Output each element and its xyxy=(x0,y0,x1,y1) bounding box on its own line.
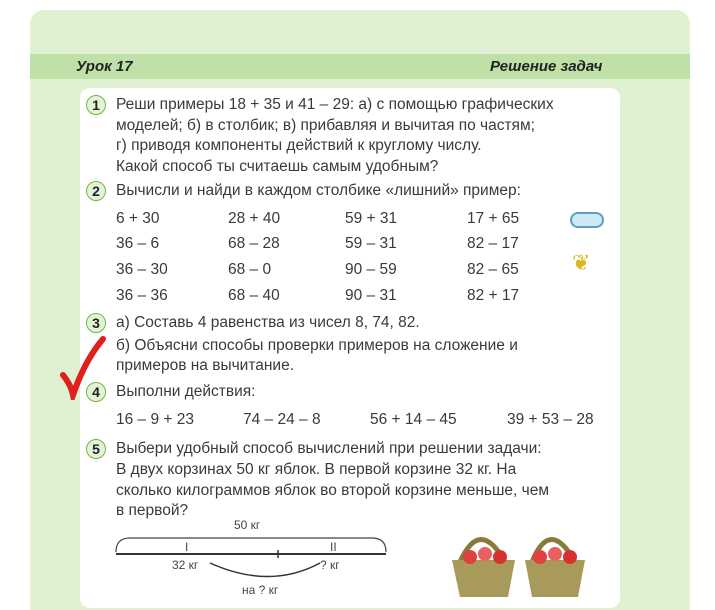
example-cell: 68 – 0 xyxy=(228,261,272,278)
lesson-title: Урок 17 xyxy=(76,58,133,75)
task-4-text: Выполни действия: xyxy=(116,383,256,400)
lesson-topic: Решение задач xyxy=(490,58,603,75)
segment-diagram xyxy=(110,530,400,590)
example-cell: 59 + 31 xyxy=(345,210,398,227)
example-cell: 17 + 65 xyxy=(467,210,520,227)
task-number-2: 2 xyxy=(86,181,106,201)
butterfly-icon: ❦ xyxy=(572,250,591,275)
example-cell: 6 + 30 xyxy=(116,210,160,227)
example-cell: 90 – 59 xyxy=(345,261,397,278)
task-5-line: в первой? xyxy=(116,502,189,519)
expression: 74 – 24 – 8 xyxy=(243,411,321,428)
example-cell: 36 – 36 xyxy=(116,287,168,304)
example-cell: 36 – 30 xyxy=(116,261,168,278)
example-cell: 90 – 31 xyxy=(345,287,397,304)
cloud-icon xyxy=(570,212,604,228)
task-3-b: б) Объясни способы проверки примеров на сложение и xyxy=(116,337,518,354)
task-number-1: 1 xyxy=(86,95,106,115)
task-number-5: 5 xyxy=(86,439,106,459)
example-cell: 28 + 40 xyxy=(228,210,281,227)
task-1-line: г) приводя компоненты действий к круглому числу. xyxy=(116,137,482,154)
diagram-value-2: ? кг xyxy=(320,558,340,572)
task-1-line: Реши примеры 18 + 35 и 41 – 29: а) с помощью графических xyxy=(116,96,554,113)
apple-baskets-illustration xyxy=(440,512,600,600)
task-1-line: моделей; б) в столбик; в) прибавляя и вычитая по частям; xyxy=(116,117,535,134)
diagram-part-2: II xyxy=(330,540,337,554)
task-3-a: а) Составь 4 равенства из чисел 8, 74, 82. xyxy=(116,314,420,331)
expression: 39 + 53 – 28 xyxy=(507,411,594,428)
example-cell: 68 – 28 xyxy=(228,235,280,252)
task-number-4: 4 xyxy=(86,382,106,402)
task-2-text: Вычисли и найди в каждом столбике «лишний» пример: xyxy=(116,182,521,199)
example-cell: 36 – 6 xyxy=(116,235,160,252)
task-5-line: В двух корзинах 50 кг яблок. В первой корзине 32 кг. На xyxy=(116,461,517,478)
diagram-part-1: I xyxy=(185,540,189,554)
expression: 56 + 14 – 45 xyxy=(370,411,457,428)
example-cell: 82 – 65 xyxy=(467,261,519,278)
task-5-line: сколько килограммов яблок во второй корзине меньше, чем xyxy=(116,482,549,499)
expression: 16 – 9 + 23 xyxy=(116,411,194,428)
example-cell: 82 – 17 xyxy=(467,235,519,252)
diagram-total: 50 кг xyxy=(234,518,261,532)
task-number-3: 3 xyxy=(86,313,106,333)
example-cell: 68 – 40 xyxy=(228,287,280,304)
task-1-line: Какой способ ты считаешь самым удобным? xyxy=(116,158,439,175)
example-cell: 59 – 31 xyxy=(345,235,397,252)
example-cell: 82 + 17 xyxy=(467,287,520,304)
task-5-line: Выбери удобный способ вычислений при решении задачи: xyxy=(116,440,542,457)
task-3-b: примеров на вычитание. xyxy=(116,357,295,374)
diagram-difference: на ? кг xyxy=(242,583,279,597)
diagram-value-1: 32 кг xyxy=(172,558,199,572)
